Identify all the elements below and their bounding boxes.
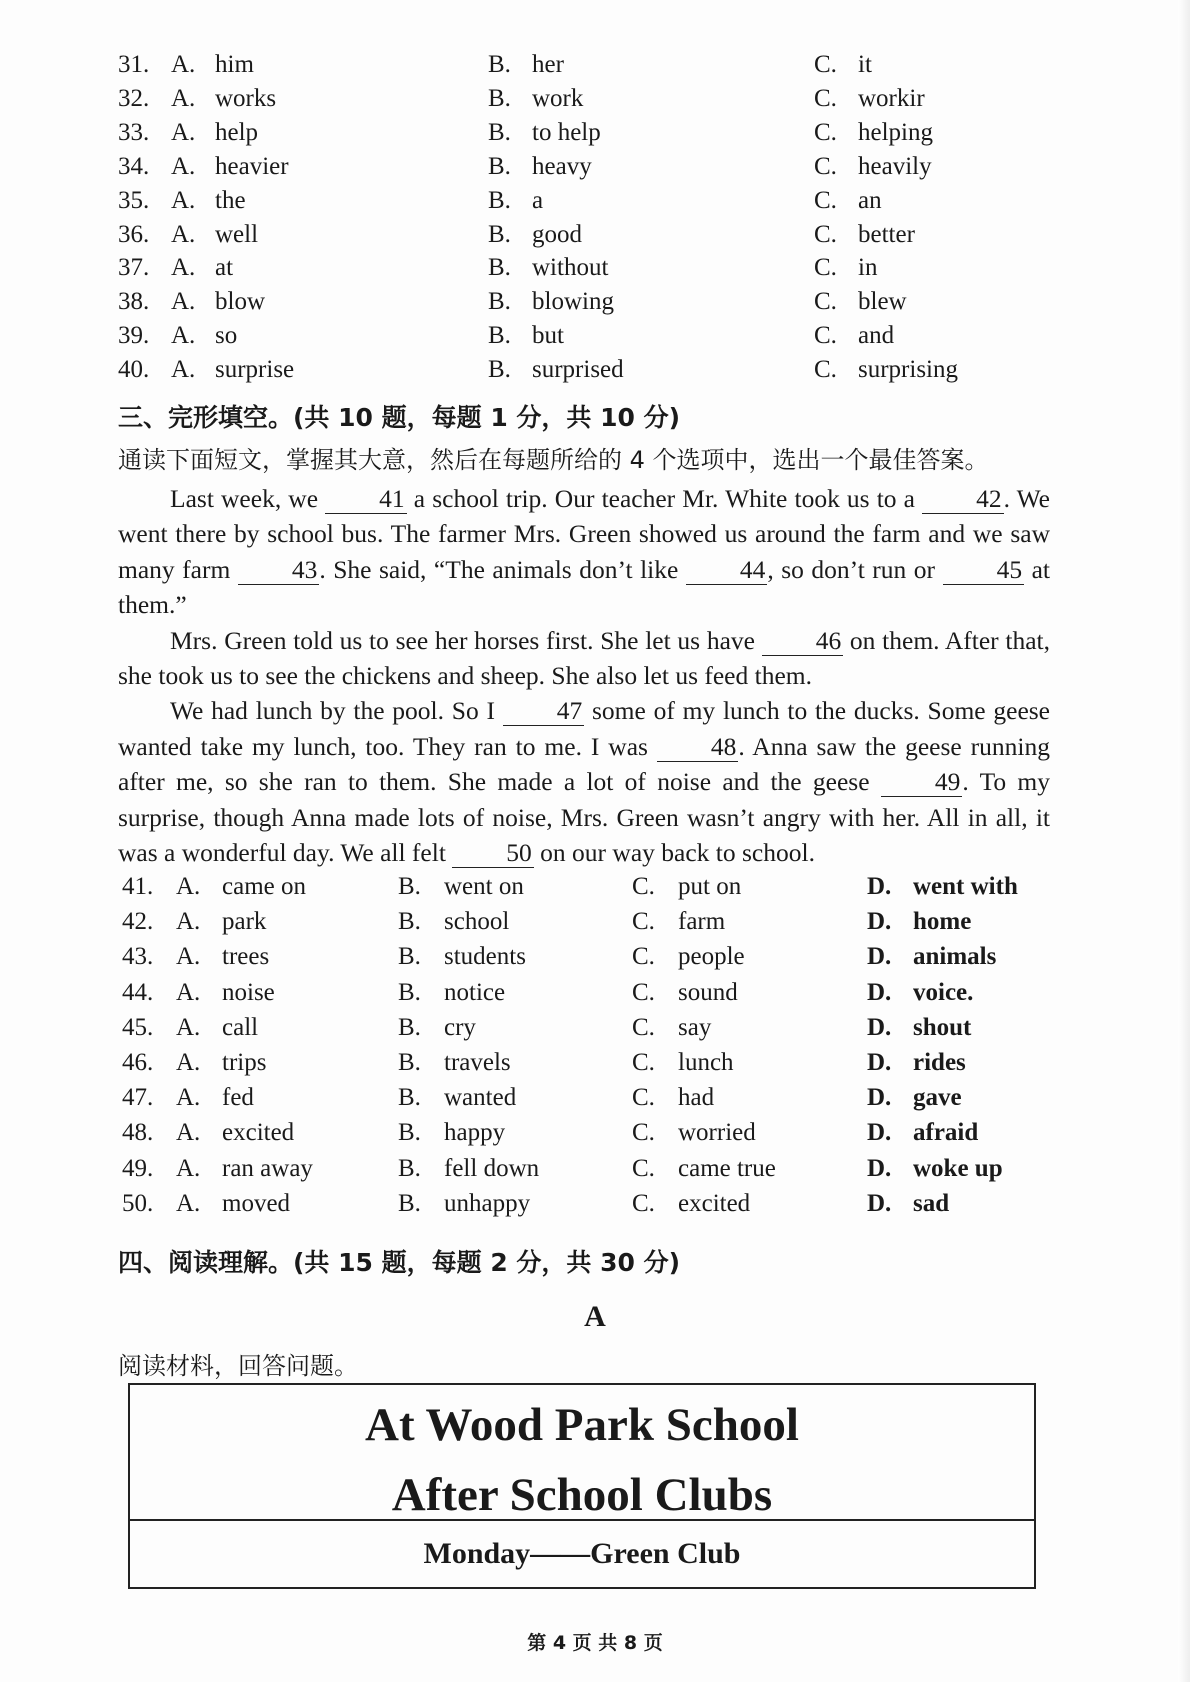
option-c: workir — [858, 84, 925, 112]
question-row — [0, 285, 1190, 319]
option-letter-d: D. — [867, 1189, 892, 1217]
passage-paragraph-1 — [118, 481, 1050, 623]
question-number: 46. — [122, 1049, 154, 1076]
blank-49: 49 — [881, 768, 963, 797]
option-letter-a: A. — [176, 908, 201, 936]
question-row — [0, 1152, 1190, 1186]
option-letter-b: B. — [488, 220, 511, 248]
passage-paragraph-3 — [118, 693, 1050, 870]
question-number: 32. — [118, 84, 150, 112]
option-letter-a: A. — [176, 1119, 201, 1147]
option-letter-b: B. — [488, 84, 511, 112]
option-c: heavily — [858, 152, 932, 180]
question-number: 48. — [122, 1119, 154, 1147]
option-letter-a: A. — [171, 254, 196, 282]
option-c: it — [858, 51, 872, 78]
option-a: fed — [222, 1084, 254, 1112]
option-a: help — [215, 118, 259, 146]
option-b: but — [532, 322, 564, 350]
question-number: 41. — [122, 873, 154, 900]
option-c: helping — [858, 118, 933, 146]
option-b: blowing — [532, 288, 614, 316]
question-number: 42. — [122, 908, 154, 936]
blank-47: 47 — [503, 697, 585, 726]
option-b: went on — [444, 873, 524, 900]
passage-text: some of my lunch to the ducks. Some geese wanted take my lunch, too. They ran to me. I was — [118, 696, 1050, 761]
cloze-passage — [118, 481, 1050, 870]
passage-paragraph-2 — [118, 623, 1050, 694]
option-c: lunch — [678, 1049, 734, 1076]
option-a: works — [215, 84, 277, 112]
option-letter-a: A. — [176, 1049, 201, 1076]
passage-text: . To my surprise, though Anna made lots of noise, Mrs. Green wasn’t angry with her. All in all, it was a wonderful day. We all felt — [118, 767, 1051, 868]
option-a: call — [222, 1013, 259, 1041]
passage-text: at them.” — [118, 554, 1050, 620]
option-b: notice — [444, 978, 506, 1006]
option-letter-c: C. — [814, 220, 837, 248]
option-letter-a: A. — [171, 152, 196, 180]
option-letter-d: D. — [867, 1013, 892, 1041]
section-3-title: 三、完形填空。(共 10 题，每题 1 分，共 10 分) — [118, 403, 681, 432]
option-letter-b: B. — [488, 118, 511, 146]
blank-46: 46 — [762, 627, 844, 656]
passage-text: . We went there by school bus. The farmer Mrs. Green showed us around the farm and we saw many farm — [118, 484, 1050, 584]
option-d: home — [913, 908, 972, 936]
option-a: noise — [222, 978, 275, 1006]
option-a: at — [215, 254, 234, 282]
blank-48: 48 — [657, 733, 739, 762]
option-letter-c: C. — [814, 356, 837, 384]
reading-part-label: A — [584, 1300, 606, 1333]
option-letter-d: D. — [867, 1119, 892, 1147]
option-letter-c: C. — [632, 943, 655, 971]
option-letter-a: A. — [176, 943, 201, 971]
option-letter-b: B. — [488, 186, 511, 214]
option-c: sound — [678, 978, 738, 1006]
option-a: well — [215, 220, 259, 248]
option-letter-d: D. — [867, 978, 892, 1006]
question-number: 38. — [118, 288, 150, 316]
option-letter-a: A. — [176, 1189, 201, 1217]
option-letter-a: A. — [171, 118, 196, 146]
option-c: and — [858, 322, 895, 350]
option-letter-a: A. — [171, 84, 196, 112]
option-c: put on — [678, 873, 742, 900]
option-a: came on — [222, 873, 306, 900]
option-letter-b: B. — [398, 1189, 421, 1217]
option-b: to help — [532, 118, 601, 146]
option-a: trips — [222, 1049, 267, 1076]
reading-instruction: 阅读材料，回答问题。 — [118, 1352, 358, 1380]
option-c: surprising — [858, 356, 958, 384]
question-row — [0, 319, 1190, 353]
option-d: rides — [913, 1049, 966, 1076]
option-d: went with — [913, 873, 1018, 900]
option-letter-b: B. — [488, 322, 511, 350]
option-a: ran away — [222, 1154, 313, 1182]
option-letter-d: D. — [867, 943, 892, 971]
question-number: 35. — [118, 186, 150, 214]
question-number: 39. — [118, 322, 150, 350]
question-row — [0, 1011, 1190, 1045]
question-row — [0, 150, 1190, 184]
option-c: in — [858, 254, 878, 282]
option-letter-a: A. — [176, 1084, 201, 1112]
option-letter-c: C. — [814, 254, 837, 282]
question-row — [0, 184, 1190, 218]
option-a: excited — [222, 1119, 295, 1147]
option-letter-c: C. — [814, 152, 837, 180]
option-letter-b: B. — [488, 254, 511, 282]
option-a: the — [215, 186, 246, 214]
option-c: excited — [678, 1189, 751, 1217]
option-letter-a: A. — [176, 873, 201, 900]
option-letter-d: D. — [867, 1084, 892, 1112]
question-number: 45. — [122, 1013, 154, 1041]
option-b: a — [532, 186, 544, 214]
blank-50: 50 — [452, 839, 534, 868]
option-letter-c: C. — [632, 1013, 655, 1041]
option-letter-c: C. — [814, 118, 837, 146]
option-letter-b: B. — [488, 356, 511, 384]
option-letter-a: A. — [171, 51, 196, 78]
option-d: afraid — [913, 1119, 979, 1147]
blank-43: 43 — [238, 556, 320, 585]
option-letter-a: A. — [171, 220, 196, 248]
option-letter-b: B. — [488, 152, 511, 180]
option-letter-c: C. — [632, 1084, 655, 1112]
question-row — [0, 870, 1190, 904]
question-row — [0, 1187, 1190, 1221]
club-table-title-2: After School Clubs — [391, 1469, 773, 1521]
blank-45: 45 — [943, 556, 1025, 585]
option-a: trees — [222, 943, 270, 971]
option-b: her — [532, 51, 564, 78]
option-b: heavy — [532, 152, 592, 180]
section-3-instruction: 通读下面短文，掌握其大意，然后在每题所给的 4 个选项中，选出一个最佳答案。 — [118, 446, 989, 474]
option-b: cry — [444, 1013, 476, 1041]
question-number: 33. — [118, 118, 150, 146]
option-letter-d: D. — [867, 1154, 892, 1182]
option-a: so — [215, 322, 238, 350]
option-letter-c: C. — [632, 1049, 655, 1076]
option-letter-c: C. — [632, 1119, 655, 1147]
passage-text: . Anna saw the geese running after me, so she ran to them. She made a lot of noise and the geese — [118, 731, 1050, 797]
passage-text: on them. After that, she took us to see the chickens and sheep. She also let us feed them. — [118, 625, 1050, 691]
option-letter-b: B. — [398, 1119, 421, 1147]
club-table-divider — [130, 1519, 1034, 1521]
question-number: 37. — [118, 254, 150, 282]
option-b: good — [532, 220, 582, 248]
question-row — [0, 976, 1190, 1010]
blank-44: 44 — [686, 556, 768, 585]
option-letter-a: A. — [176, 1154, 201, 1182]
passage-text: . She said, “The animals don’t like — [319, 554, 686, 584]
option-d: animals — [913, 943, 997, 971]
blank-42: 42 — [922, 485, 1004, 514]
scan-edge — [1178, 0, 1190, 1682]
option-letter-c: C. — [814, 288, 837, 316]
question-row — [0, 940, 1190, 974]
option-c: better — [858, 220, 915, 248]
passage-text: Mrs. Green told us to see her horses first. She let us have — [170, 625, 762, 655]
question-row — [0, 218, 1190, 252]
option-letter-b: B. — [398, 943, 421, 971]
option-letter-b: B. — [398, 978, 421, 1006]
option-d: woke up — [913, 1154, 1003, 1182]
question-row — [0, 82, 1190, 116]
club-table-row-monday: Monday——Green Club — [423, 1537, 741, 1570]
option-a: surprise — [215, 356, 295, 384]
option-letter-c: C. — [632, 908, 655, 936]
option-d: voice. — [913, 978, 974, 1006]
option-b: travels — [444, 1049, 511, 1076]
question-number: 31. — [118, 51, 150, 78]
option-a: moved — [222, 1189, 291, 1217]
option-a: blow — [215, 288, 265, 316]
option-letter-b: B. — [488, 51, 511, 78]
option-c: farm — [678, 908, 726, 936]
question-row — [0, 1116, 1190, 1150]
club-table — [128, 1383, 1036, 1589]
option-b: school — [444, 908, 510, 936]
option-letter-a: A. — [176, 1013, 201, 1041]
option-c: say — [678, 1013, 712, 1041]
option-letter-a: A. — [171, 322, 196, 350]
option-d: gave — [913, 1084, 962, 1112]
option-letter-c: C. — [814, 84, 837, 112]
option-letter-b: B. — [398, 1049, 421, 1076]
club-table-title-1: At Wood Park School — [365, 1399, 799, 1451]
option-letter-b: B. — [398, 908, 421, 936]
option-letter-b: B. — [488, 288, 511, 316]
option-letter-a: A. — [171, 356, 196, 384]
option-letter-d: D. — [867, 873, 892, 900]
question-number: 49. — [122, 1154, 154, 1182]
option-letter-c: C. — [632, 873, 655, 900]
question-number: 34. — [118, 152, 150, 180]
question-row — [0, 905, 1190, 939]
passage-text: a school trip. Our teacher Mr. White took us to a — [406, 484, 923, 513]
option-letter-c: C. — [814, 322, 837, 350]
option-letter-a: A. — [171, 288, 196, 316]
question-row — [0, 116, 1190, 150]
option-b: surprised — [532, 356, 624, 384]
option-letter-d: D. — [867, 1049, 892, 1076]
blank-41: 41 — [325, 485, 407, 514]
option-letter-b: B. — [398, 1154, 421, 1182]
passage-text: Last week, we — [170, 484, 326, 513]
passage-text: , so don’t run or — [767, 554, 943, 584]
question-row — [0, 1046, 1190, 1080]
option-letter-a: A. — [171, 186, 196, 214]
question-row — [0, 1081, 1190, 1115]
option-b: happy — [444, 1119, 506, 1147]
question-number: 43. — [122, 943, 154, 971]
option-b: work — [532, 84, 584, 112]
option-b: unhappy — [444, 1189, 531, 1217]
option-letter-d: D. — [867, 908, 892, 936]
question-row — [0, 48, 1190, 82]
option-b: students — [444, 943, 526, 971]
option-d: sad — [913, 1189, 950, 1217]
question-number: 47. — [122, 1084, 154, 1112]
option-letter-b: B. — [398, 1013, 421, 1041]
option-a: park — [222, 908, 267, 936]
option-c: an — [858, 186, 882, 214]
question-number: 40. — [118, 356, 150, 384]
option-d: shout — [913, 1013, 972, 1041]
passage-text: We had lunch by the pool. So I — [170, 696, 503, 726]
option-a: him — [215, 51, 254, 78]
question-number: 50. — [122, 1189, 154, 1217]
option-b: wanted — [444, 1084, 517, 1112]
option-c: worried — [678, 1119, 756, 1147]
option-c: came true — [678, 1154, 776, 1182]
passage-text: on our way back to school. — [533, 838, 815, 868]
option-c: had — [678, 1084, 715, 1112]
option-letter-a: A. — [176, 978, 201, 1006]
option-letter-b: B. — [398, 1084, 421, 1112]
option-letter-c: C. — [814, 51, 837, 78]
option-c: blew — [858, 288, 907, 316]
page-footer: 第 4 页 共 8 页 — [527, 1632, 663, 1654]
question-number: 36. — [118, 220, 150, 248]
section-4-title: 四、阅读理解。(共 15 题，每题 2 分，共 30 分) — [118, 1248, 681, 1277]
option-b: without — [532, 254, 609, 282]
option-letter-c: C. — [632, 1189, 655, 1217]
question-row — [0, 353, 1190, 387]
option-letter-b: B. — [398, 873, 421, 900]
option-letter-c: C. — [814, 186, 837, 214]
question-number: 44. — [122, 978, 154, 1006]
option-letter-c: C. — [632, 1154, 655, 1182]
option-a: heavier — [215, 152, 289, 180]
option-letter-c: C. — [632, 978, 655, 1006]
option-c: people — [678, 943, 745, 971]
option-b: fell down — [444, 1154, 540, 1182]
question-row — [0, 251, 1190, 285]
